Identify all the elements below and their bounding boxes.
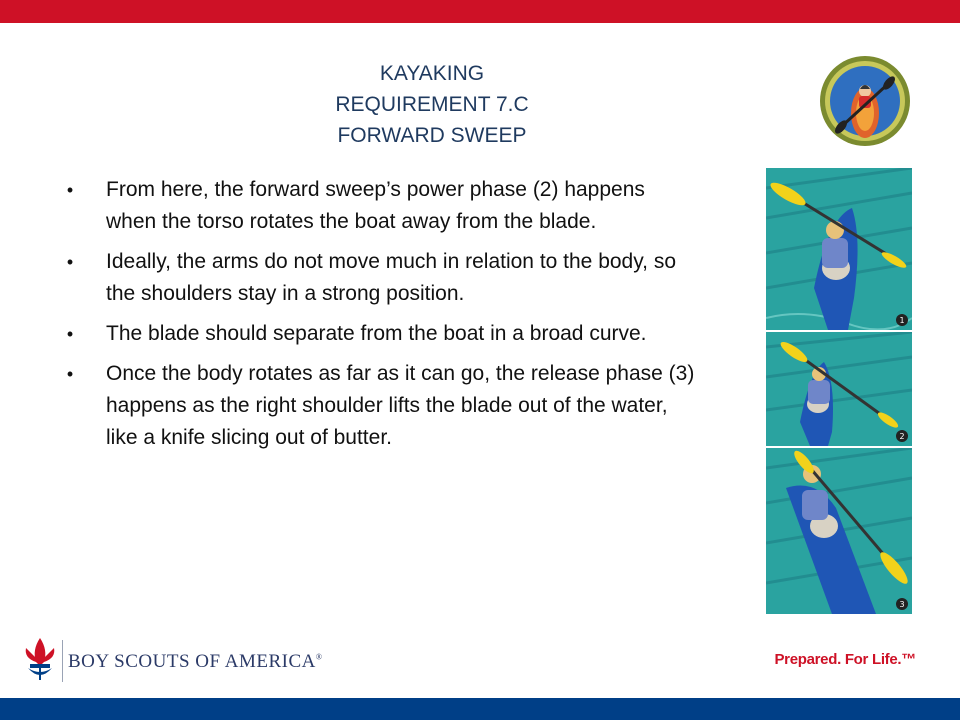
slide-title — [232, 58, 632, 151]
org-name — [68, 651, 322, 673]
bsa-fleur-de-lis-icon — [20, 636, 60, 684]
list-item — [60, 318, 700, 350]
org-name-mark: ® — [315, 652, 323, 662]
bullet-list — [60, 174, 700, 462]
step-number-2: 2 — [899, 432, 905, 441]
list-item — [60, 174, 700, 238]
title-line-2: REQUIREMENT 7.C — [335, 93, 529, 116]
bottom-blue-bar — [0, 698, 960, 720]
tagline: Prepared. For Life.™ — [774, 651, 916, 668]
kayak-photo-1 — [766, 168, 912, 330]
bullet-text: Once the body rotates as far as it can go, the release phase (3) happens as the right shoulder lifts the blade out of the water, like a knife slicing out of butter. — [106, 362, 695, 449]
title-line-3: FORWARD SWEEP — [337, 124, 527, 147]
list-item — [60, 358, 700, 454]
org-name-text: BOY SCOUTS OF AMERICA — [68, 651, 316, 672]
kayak-photo-3 — [766, 448, 912, 614]
footer-divider — [62, 640, 63, 682]
bullet-text: The blade should separate from the boat in a broad curve. — [106, 322, 647, 345]
bullet-icon: • — [66, 364, 74, 384]
bullet-icon: • — [66, 252, 74, 272]
title-line-1: KAYAKING — [379, 62, 485, 85]
bullet-icon: • — [66, 324, 74, 344]
bullet-text: From here, the forward sweep’s power phase (2) happens when the torso rotates the boat away from the blade. — [106, 178, 645, 233]
kayaking-merit-badge-icon — [819, 55, 911, 147]
bullet-text: Ideally, the arms do not move much in relation to the body, so the shoulders stay in a strong position. — [106, 250, 677, 305]
step-number-1: 1 — [899, 316, 905, 325]
top-red-bar — [0, 0, 960, 23]
list-item — [60, 246, 700, 310]
bullet-icon: • — [66, 180, 74, 200]
kayak-photo-2 — [766, 332, 912, 446]
step-number-3: 3 — [899, 600, 905, 609]
